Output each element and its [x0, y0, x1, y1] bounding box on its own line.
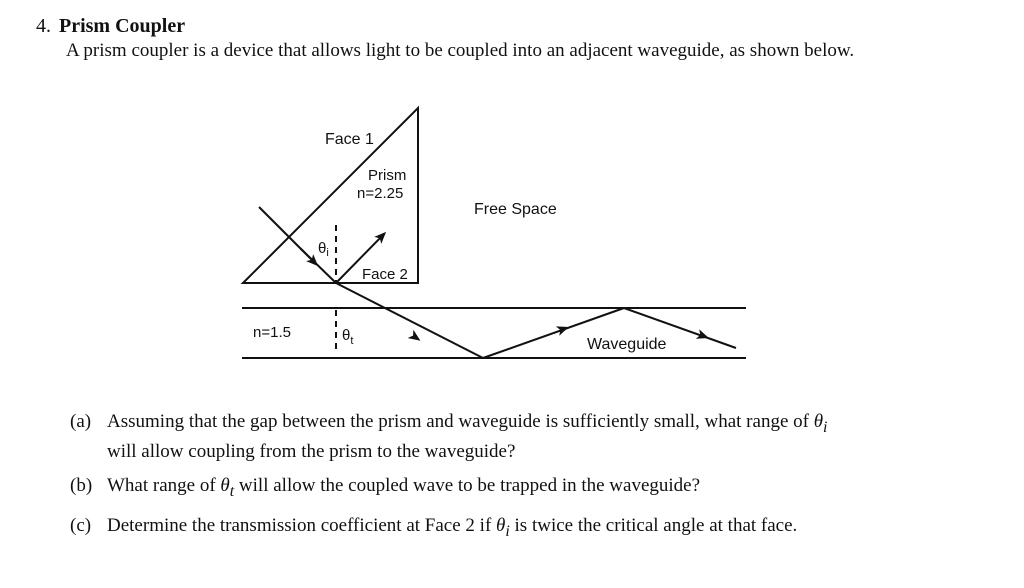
theta-symbol: θ [220, 474, 230, 496]
incident-ray-arrow [300, 248, 316, 264]
theta-i-symbol: θ [318, 240, 327, 257]
question-b-pre: What range of [107, 474, 221, 496]
theta-t-symbol: θ [342, 327, 351, 344]
question-a [70, 410, 990, 464]
cladding-index-label: n=1.5 [253, 324, 291, 341]
waveguide-label: Waveguide [587, 336, 667, 353]
theta-t-subscript: t [350, 335, 354, 347]
free-space-label: Free Space [474, 201, 557, 218]
question-a-line1: Assuming that the gap between the prism and waveguide is sufficiently small, what range of [107, 411, 814, 432]
problem-intro: A prism coupler is a device that allows light to be coupled into an adjacent waveguide, as shown below. [66, 40, 855, 61]
question-b [70, 474, 990, 504]
question-a-line2: will allow coupling from the prism to the waveguide? [107, 440, 516, 462]
theta-subscript: t [229, 482, 235, 500]
prism-index-label: n=2.25 [357, 185, 404, 202]
theta-subscript: i [823, 418, 828, 436]
question-c-label: (c) [70, 514, 92, 536]
face2-label: Face 2 [362, 266, 408, 283]
theta-symbol: θ [496, 514, 506, 536]
question-c [70, 514, 990, 544]
transmitted-ray-1 [336, 283, 483, 358]
question-c-text [107, 514, 990, 544]
question-list [70, 410, 990, 553]
question-c-pre: Determine the transmission coefficient at Face 2 if [107, 514, 497, 536]
theta-i-label [318, 240, 329, 259]
theta-i-subscript: i [326, 247, 329, 259]
theta-t-label [342, 327, 353, 347]
prism-label: Prism [368, 167, 407, 184]
problem-title: Prism Coupler [59, 15, 186, 37]
question-a-label: (a) [70, 411, 92, 432]
face1-label: Face 1 [325, 131, 374, 148]
question-a-text [107, 410, 990, 464]
incident-ray-outside [259, 207, 300, 248]
question-c-post: is twice the critical angle at that face. [509, 514, 798, 536]
question-b-label: (b) [70, 474, 93, 496]
question-b-text [107, 474, 990, 504]
problem-number: 4. [36, 15, 51, 37]
theta-symbol: θ [813, 411, 824, 432]
question-b-post: will allow the coupled wave to be trapped in the waveguide? [234, 474, 701, 496]
theta-subscript: i [505, 522, 510, 540]
